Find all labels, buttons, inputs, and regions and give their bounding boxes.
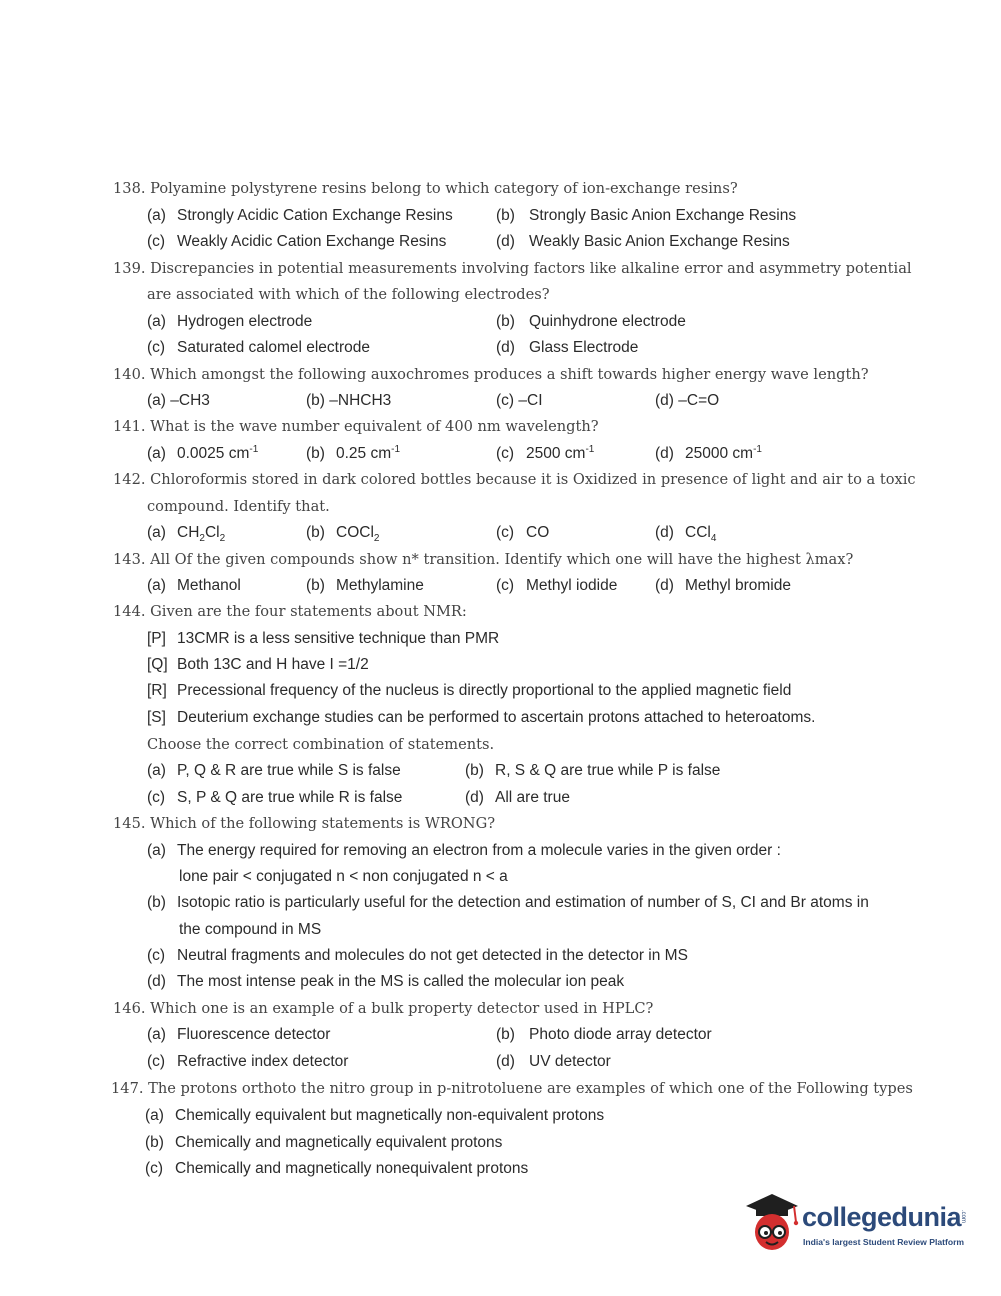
logo-wordmark: collegedunia xyxy=(802,1202,962,1232)
q147-option-c: (c) Chemically and magnetically nonequivalent protons xyxy=(145,1160,529,1177)
q142-stem: 142. Chloroformis stored in dark colored bottles because it is Oxidized in presence of light and air to a toxic xyxy=(113,471,916,488)
q146-option-a: (a) Fluorescence detector xyxy=(147,1026,331,1043)
logo-com: .com xyxy=(960,1210,966,1224)
q138-option-b: (b) Strongly Basic Anion Exchange Resins xyxy=(496,207,797,224)
q143-stem: 143. All Of the given compounds show n* transition. Identify which one will have the highest λmax? xyxy=(113,551,854,568)
q142-option-b: (b) COCl$_2$ xyxy=(306,524,380,545)
q139-stem-cont: are associated with which of the following electrodes? xyxy=(147,286,550,303)
q141-option-c: (c) 2500 $cm^{-1}$ xyxy=(496,443,595,462)
q140-option-b: (b) –NHCH3 xyxy=(306,392,392,409)
q140-option-c: (c) –CI xyxy=(496,392,543,409)
q143-option-b: (b) Methylamine xyxy=(306,577,424,594)
q140-option-a: (a) –CH3 xyxy=(147,392,210,409)
q146-option-b: (b) Photo diode array detector xyxy=(496,1026,712,1043)
q143-option-a: (a) Methanol xyxy=(147,577,241,594)
q141-option-d: (d) 25000 $cm^{-1}$ xyxy=(655,443,762,462)
q144-option-b: (b) R, S & Q are true while P is false xyxy=(465,762,721,779)
q145-option-b-cont: the compound in MS xyxy=(179,921,322,938)
q142-option-a: (a) $CH_2Cl_2$ xyxy=(147,524,226,545)
q143-option-d: (d) Methyl bromide xyxy=(655,577,791,594)
q144-option-d: (d) All are true xyxy=(465,789,570,806)
q138-option-c: (c) Weakly Acidic Cation Exchange Resins xyxy=(147,233,447,250)
q140-stem: 140. Which amongst the following auxochromes produces a shift towards higher energy wave length? xyxy=(113,366,869,383)
q144-option-c: (c) S, P & Q are true while R is false xyxy=(147,789,403,806)
q145-stem: 145. Which of the following statements is WRONG? xyxy=(113,815,496,832)
q139-option-c: (c) Saturated calomel electrode xyxy=(147,339,371,356)
q147-stem: 147. The protons orthoto the nitro group in p-nitrotoluene are examples of which one of the Following types xyxy=(111,1080,913,1097)
q144-statement-s: [S] Deuterium exchange studies can be performed to ascertain protons attached to heteroatoms. xyxy=(147,709,816,726)
logo-tagline: India's largest Student Review Platform xyxy=(803,1237,965,1247)
q144-statement-p: [P] 13CMR is a less sensitive technique than PMR xyxy=(147,630,500,647)
q139-option-b: (b) Quinhydrone electrode xyxy=(496,313,686,330)
q141-stem: 141. What is the wave number equivalent of 400 nm wavelength? xyxy=(113,418,599,435)
q140-option-d: (d) –C=O xyxy=(655,392,720,409)
q145-option-d: (d) The most intense peak in the MS is called the molecular ion peak xyxy=(147,973,625,990)
q138-option-a: (a) Strongly Acidic Cation Exchange Resins xyxy=(147,207,453,224)
q144-option-a: (a) P, Q & R are true while S is false xyxy=(147,762,401,779)
q145-option-a-cont: lone pair < conjugated n < non conjugated n < a xyxy=(179,868,508,885)
q142-stem-cont: compound. Identify that. xyxy=(147,498,330,515)
q142-option-c: (c) CO xyxy=(496,524,550,541)
q138-option-d: (d) Weakly Basic Anion Exchange Resins xyxy=(496,233,790,250)
q144-statement-r: [R] Precessional frequency of the nucleus is directly proportional to the applied magnetic field xyxy=(147,682,792,699)
q138-stem: 138. Polyamine polystyrene resins belong to which category of ion-exchange resins? xyxy=(113,180,738,197)
mascot-icon xyxy=(742,1188,802,1260)
q139-option-a: (a) Hydrogen electrode xyxy=(147,313,313,330)
q143-option-c: (c) Methyl iodide xyxy=(496,577,618,594)
q142-option-d: (d) CCl$_4$ xyxy=(655,524,717,545)
q144-instruction: Choose the correct combination of statements. xyxy=(147,736,495,753)
q139-stem: 139. Discrepancies in potential measurements involving factors like alkaline error and asymmetry potential xyxy=(113,260,912,277)
collegedunia-logo xyxy=(742,1188,972,1260)
q144-stem: 144. Given are the four statements about NMR: xyxy=(113,603,467,620)
q147-option-a: (a) Chemically equivalent but magnetically non-equivalent protons xyxy=(145,1107,605,1124)
q144-statement-q: [Q] Both 13C and H have I =1/2 xyxy=(147,656,369,673)
q141-option-b: (b) 0.25 $cm^{-1}$ xyxy=(306,443,401,462)
q146-stem: 146. Which one is an example of a bulk property detector used in HPLC? xyxy=(113,1000,654,1017)
q139-option-d: (d) Glass Electrode xyxy=(496,339,639,356)
q145-option-a: (a) The energy required for removing an electron from a molecule varies in the given order : xyxy=(147,842,781,859)
q146-option-c: (c) Refractive index detector xyxy=(147,1053,349,1070)
q141-option-a: (a) 0.0025 $cm^{-1}$ xyxy=(147,443,259,462)
q147-option-b: (b) Chemically and magnetically equivalent protons xyxy=(145,1134,503,1151)
q145-option-b: (b) Isotopic ratio is particularly useful for the detection and estimation of number of S, CI and Br atoms in xyxy=(147,894,869,911)
q145-option-c: (c) Neutral fragments and molecules do not get detected in the detector in MS xyxy=(147,947,688,964)
q146-option-d: (d) UV detector xyxy=(496,1053,611,1070)
